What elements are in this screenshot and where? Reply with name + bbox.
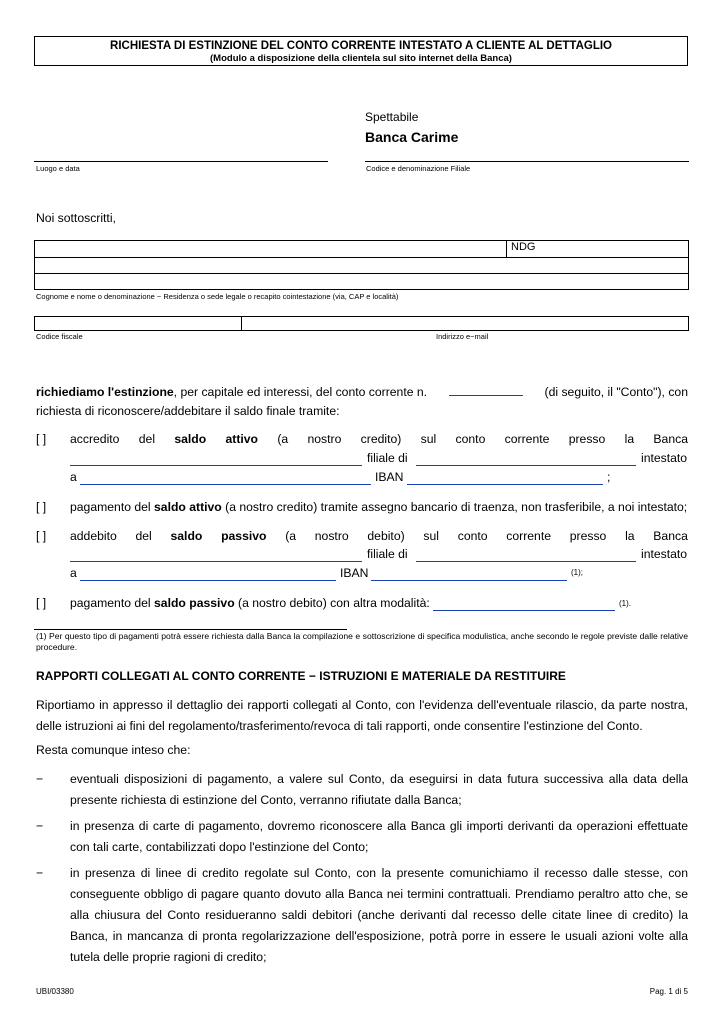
option1-semicolon: ;: [607, 470, 611, 484]
opt3-word: (a: [285, 529, 297, 543]
opt1-word: saldo: [174, 432, 207, 446]
option3-iban-field[interactable]: [371, 580, 567, 581]
opt1-word: accredito: [70, 432, 120, 446]
option4-post: (a nostro debito) con altra modalità:: [234, 596, 430, 610]
option1-iban-field[interactable]: [407, 484, 603, 485]
form-title: RICHIESTA DI ESTINZIONE DEL CONTO CORRENTE INTESTATO A CLIENTE AL DETTAGLIO: [110, 40, 612, 52]
opt1-word: sul: [420, 432, 437, 446]
opt3-word: corrente: [506, 529, 551, 543]
option3-holder-field[interactable]: [80, 580, 336, 581]
tax-code-field[interactable]: [35, 317, 242, 331]
addressee-greeting: Spettabile: [365, 110, 419, 124]
holders-caption: Cognome e nome o denominazione − Residenza o sede legale o recapito cointestazione (via, CAP e località): [36, 292, 399, 301]
opt3-word: del: [135, 529, 152, 543]
option1-branch-field[interactable]: [416, 465, 636, 466]
opt1-word: (a: [277, 432, 289, 446]
request-line-1: [36, 385, 688, 399]
place-date-label: Luogo e data: [36, 164, 80, 173]
request-text-1: , per capitale ed interessi, del conto corrente n.: [173, 385, 428, 399]
opt3-word: nostro: [314, 529, 349, 543]
option1-intestato-label: intestato: [641, 451, 688, 465]
opt3-word: addebito: [70, 529, 117, 543]
opt1-word: la: [624, 432, 635, 446]
option4-note-ref: (1).: [619, 599, 631, 608]
option4-method-field[interactable]: [433, 610, 615, 611]
holders-table: [34, 240, 689, 290]
footnote-separator: [34, 629, 347, 630]
branch-field[interactable]: [365, 161, 689, 162]
opt1-word: corrente: [504, 432, 550, 446]
request-bold: richiediamo l'estinzione: [36, 385, 174, 399]
option3-a-label: a: [70, 566, 77, 580]
bullet-text: in presenza di carte di pagamento, dovremo riconoscere alla Banca gli importi derivanti da operazioni effettuate con tali carte, contabilizzati dopo l'estinzione del Conto;: [70, 819, 688, 854]
holder-address-field[interactable]: [35, 274, 689, 290]
tax-email-table: [34, 316, 689, 331]
option1-filiale-label: filiale di: [367, 451, 408, 465]
option3-checkbox[interactable]: [ ]: [36, 529, 47, 543]
bullet-item: [36, 769, 688, 811]
option2-checkbox[interactable]: [ ]: [36, 500, 47, 514]
ndg-label: NDG: [511, 241, 536, 253]
option4-checkbox[interactable]: [ ]: [36, 596, 47, 610]
option3-filiale-label: filiale di: [367, 547, 408, 561]
opt1-word: attivo: [225, 432, 259, 446]
bullet-mark: −: [36, 866, 44, 880]
opt1-word: conto: [455, 432, 486, 446]
opt3-word: presso: [569, 529, 607, 543]
option2-bold: saldo attivo: [154, 500, 222, 514]
tax-code-label: Codice fiscale: [36, 332, 83, 341]
opt1-word: presso: [568, 432, 606, 446]
option2-post: (a nostro credito) tramite assegno bancario di traenza, non trasferibile, a noi intestato;: [221, 500, 688, 514]
opt1-word: del: [138, 432, 156, 446]
opt3-word: Banca: [653, 529, 688, 543]
opt1-word: credito): [360, 432, 402, 446]
opt3-word: passivo: [221, 529, 267, 543]
bullet-mark: −: [36, 772, 44, 786]
intro-text: Noi sottoscritti,: [36, 211, 116, 225]
option4-pre: pagamento del: [70, 596, 155, 610]
footer-code: UBI/03380: [36, 987, 74, 996]
opt3-word: la: [625, 529, 635, 543]
request-line-2: richiesta di riconoscere/addebitare il saldo finale tramite:: [36, 404, 340, 418]
option2-pre: pagamento del: [70, 500, 155, 514]
option3-branch-field[interactable]: [416, 561, 636, 562]
bullet-item: [36, 816, 688, 858]
account-number-field[interactable]: [449, 385, 523, 396]
place-date-field[interactable]: [34, 161, 328, 162]
option1-bank-field[interactable]: [70, 465, 362, 466]
holder-residence-field[interactable]: [35, 258, 689, 274]
form-header: [34, 36, 688, 66]
opt3-word: saldo: [170, 529, 203, 543]
holder-name-field[interactable]: [35, 241, 507, 258]
opt3-word: debito): [367, 529, 405, 543]
addressee-bank: Banca Carime: [365, 129, 459, 145]
option1-iban-label: IBAN: [375, 470, 404, 484]
option1-checkbox[interactable]: [ ]: [36, 432, 47, 446]
opt1-word: nostro: [307, 432, 342, 446]
email-field[interactable]: [242, 317, 689, 331]
footer-page: Pag. 1 di 5: [649, 987, 688, 996]
bullet-text: eventuali disposizioni di pagamento, a valere sul Conto, da eseguirsi in data futura successiva alla data della presente richiesta di estinzione del Conto, verranno rifiutate dalla Banca;: [70, 772, 688, 807]
option1-line-1: [70, 432, 688, 446]
option2-text: [70, 500, 687, 514]
ndg-cell[interactable]: [507, 241, 689, 258]
option3-bank-field[interactable]: [70, 561, 362, 562]
section-title: RAPPORTI COLLEGATI AL CONTO CORRENTE − ISTRUZIONI E MATERIALE DA RESTITUIRE: [36, 669, 566, 683]
option4-text: [70, 596, 430, 610]
footnote: (1) Per questo tipo di pagamenti potrà essere richiesta dalla Banca la compilazione e sottoscrizione di specifica modulistica, anche secondo le regole previste dalle relative procedure.: [36, 631, 688, 652]
form-subtitle: (Modulo a disposizione della clientela sul sito internet della Banca): [210, 53, 512, 64]
section-paragraph-1: Riportiamo in appresso il dettaglio dei rapporti collegati al Conto, con l'evidenza dell'eventuale rilascio, da parte nostra, delle istruzioni ai fini del regolamento/trasferimento/revoca di tali rapporti, onde consentire l'estinzione del Conto.: [36, 698, 688, 733]
bullet-text: in presenza di linee di credito regolate sul Conto, con la presente comunichiamo il recesso dalle stesse, con conseguente obbligo di pagare quanto dovuto alla Banca nei termini contrattuali. Prendiamo peraltro atto che, se alla chiusura del Conto residueranno saldi debitori (anche derivanti dal recesso delle citate linee di credito) la Banca, in mancanza di pronta regolarizzazione dell'esposizione, potrà porre in essere le usuali azioni volte alla tutela delle proprie ragioni di credito;: [70, 866, 688, 964]
opt3-word: sul: [423, 529, 439, 543]
option3-iban-label: IBAN: [340, 566, 369, 580]
option1-holder-field[interactable]: [80, 484, 371, 485]
opt1-word: Banca: [653, 432, 688, 446]
branch-label: Codice e denominazione Filiale: [366, 164, 471, 173]
email-label: Indirizzo e−mail: [436, 332, 489, 341]
opt3-word: conto: [457, 529, 488, 543]
bullet-mark: −: [36, 819, 44, 833]
request-text-2: (di seguito, il "Conto"), con: [544, 385, 688, 399]
option3-line-1: [70, 529, 688, 543]
option3-intestato-label: intestato: [641, 547, 688, 561]
option3-note-ref: (1);: [571, 568, 583, 577]
option4-bold: saldo passivo: [154, 596, 235, 610]
bullet-item: [36, 863, 688, 968]
option1-a-label: a: [70, 470, 77, 484]
section-paragraph-2: Resta comunque inteso che:: [36, 743, 191, 757]
